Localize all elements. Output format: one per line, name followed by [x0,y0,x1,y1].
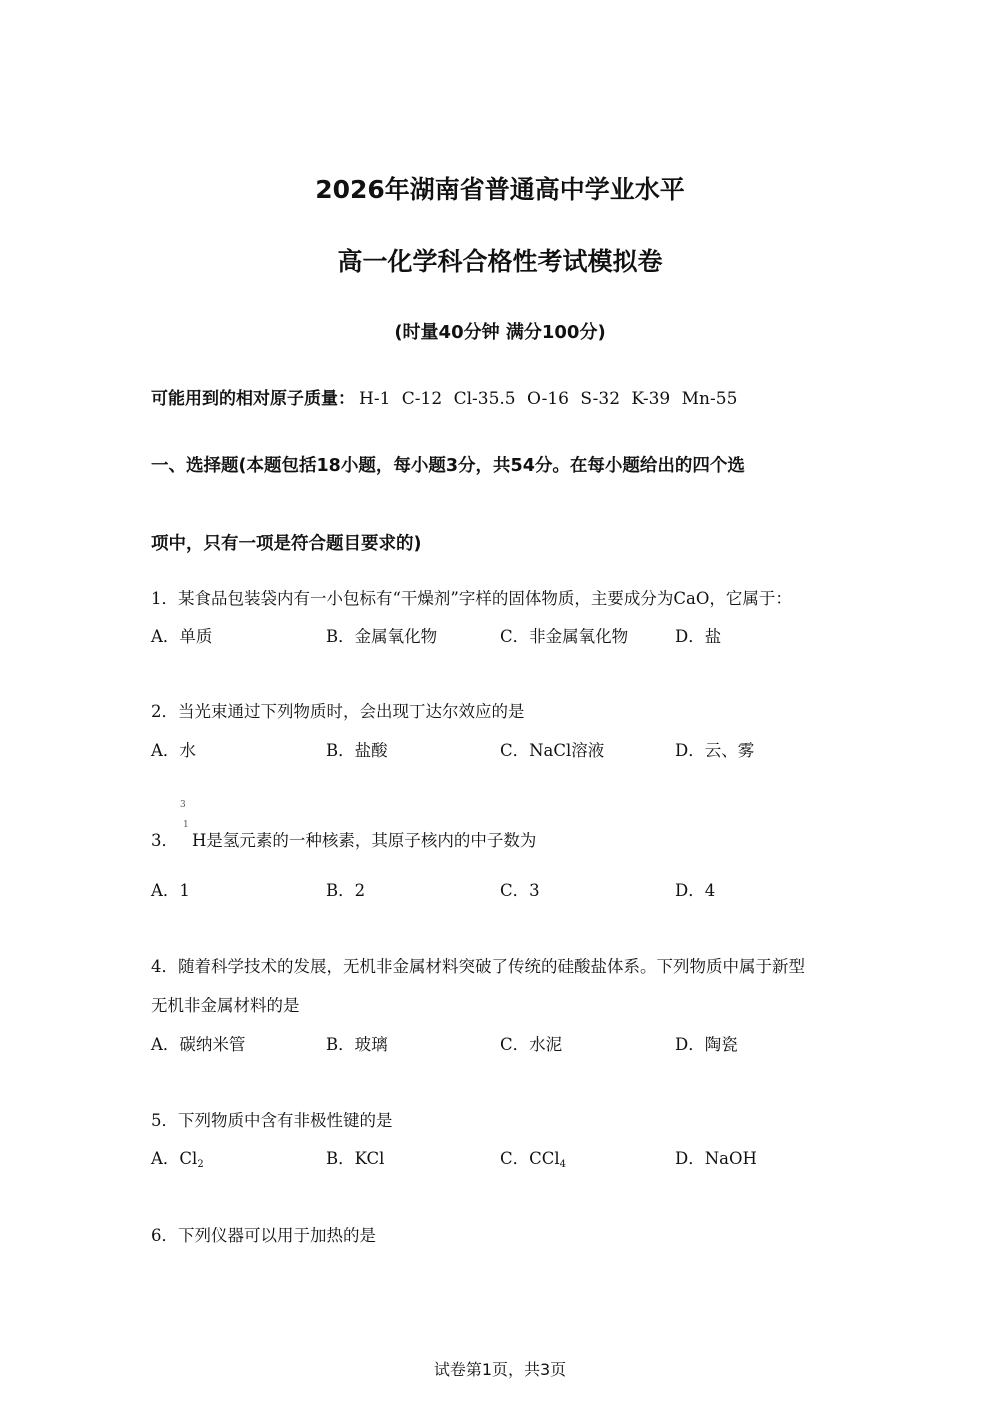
nuclide-atomic-number: 1 [183,820,189,830]
exam-subtitle: (时量40分钟 满分100分) [394,322,606,343]
question-1-option-b: B．金属氧化物 [326,627,438,646]
question-3-stem [151,800,537,851]
question-4-option-d: D．陶瓷 [675,1035,738,1054]
question-4-option-b: B．玻璃 [326,1035,388,1054]
nuclide-notation [178,800,192,846]
question-4-stem-line2: 无机非金属材料的是 [151,996,300,1015]
question-4-options [151,1031,871,1055]
question-5-option-c: C．CCl$_4$ [500,1149,567,1170]
question-1-option-c: C．非金属氧化物 [500,627,629,646]
question-2-option-a: A．水 [151,741,196,760]
question-4-stem-line1: 4．随着科学技术的发展，无机非金属材料突破了传统的硅酸盐体系。下列物质中属于新型 [151,957,805,976]
question-3-option-d: D．4 [675,881,716,900]
question-5-option-b: B．KCl [326,1149,385,1168]
section-heading-line2: 项中，只有一项是符合题目要求的) [151,534,422,554]
question-2-stem: 2．当光束通过下列物质时，会出现丁达尔效应的是 [151,702,525,721]
page-footer: 试卷第1页，共3页 [433,1360,567,1379]
question-5-option-a: A．$Cl_2$ [151,1149,204,1170]
question-3-option-b: B．2 [326,881,366,900]
question-2-option-d: D．云、雾 [675,741,755,760]
question-4-option-c: C．水泥 [500,1035,563,1054]
question-1-option-d: D．盐 [675,627,722,646]
atomic-masses [151,384,737,409]
exam-title-line1: 2026年湖南省普通高中学业水平 [315,175,685,204]
question-3-number: 3． [151,831,178,850]
question-5-options [151,1145,871,1169]
question-5-stem: 5．下列物质中含有非极性键的是 [151,1111,393,1130]
atomic-masses-values: H-1 C-12 Cl-35.5 O-16 S-32 K-39 Mn-55 [359,389,738,409]
question-1-stem: 1．某食品包装袋内有一小包标有“干燥剂”字样的固体物质，主要成分为CaO，它属于： [151,589,792,608]
nuclide-mass-number: 3 [180,800,186,810]
exam-title-line2: 高一化学科合格性考试模拟卷 [337,247,663,276]
question-3-option-c: C．3 [500,881,540,900]
question-3-option-a: A．1 [151,881,190,900]
question-6-stem: 6．下列仪器可以用于加热的是 [151,1226,376,1245]
question-1-options [151,623,871,647]
section-heading-line1: 一、选择题(本题包括18小题，每小题3分，共54分。在每小题给出的四个选 [151,456,745,476]
question-2-option-b: B．盐酸 [326,741,388,760]
question-4-option-a: A．碳纳米管 [151,1035,246,1054]
nuclide-symbol: H [192,831,207,850]
question-1-option-a: A．单质 [151,627,213,646]
question-5-option-d: D．NaOH [675,1149,757,1168]
atomic-masses-label: 可能用到的相对原子质量： [151,389,355,409]
question-2-options [151,737,871,761]
question-3-options [151,877,871,901]
question-2-option-c: C．NaCl溶液 [500,741,605,760]
question-3-stem-text: 是氢元素的一种核素，其原子核内的中子数为 [206,831,537,850]
